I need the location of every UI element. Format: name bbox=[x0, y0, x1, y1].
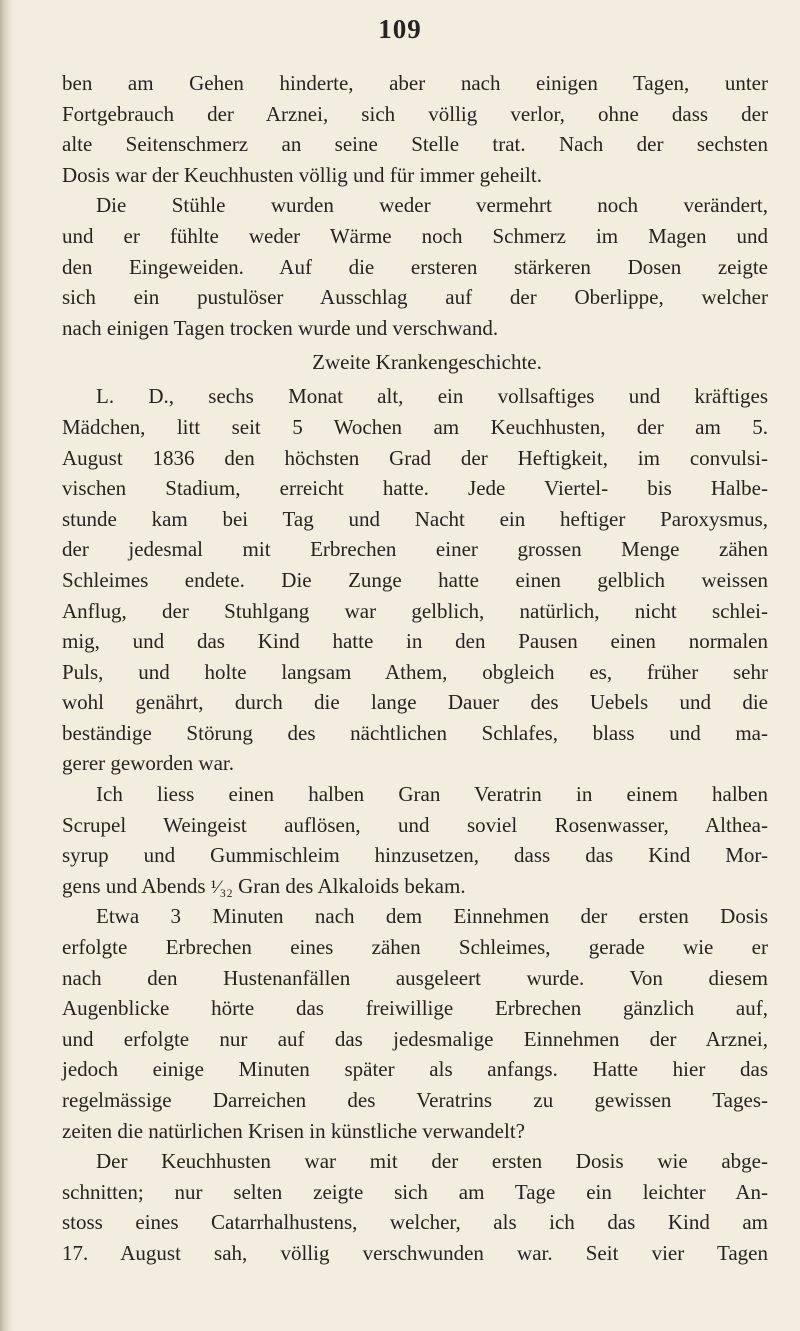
text-line: Schleimes endete. Die Zunge hatte einen gelblich weissen bbox=[62, 567, 768, 592]
page-number: 109 bbox=[378, 14, 422, 44]
dose-fraction: ¹⁄₃₂ bbox=[210, 876, 233, 898]
text-line: und er fühlte weder Wärme noch Schmerz im Magen und bbox=[62, 223, 768, 248]
section-heading: Zweite Krankengeschichte. bbox=[312, 350, 542, 375]
text-line: Augenblicke hörte das freiwillige Erbrechen gänzlich auf, bbox=[62, 996, 768, 1021]
text-line: wohl genährt, durch die lange Dauer des Uebels und die bbox=[62, 690, 768, 715]
text-line: mig, und das Kind hatte in den Pausen einen normalen bbox=[62, 629, 768, 654]
text-line: ben am Gehen hinderte, aber nach einigen Tagen, unter bbox=[62, 71, 768, 95]
text-line: sich ein pustulöser Ausschlag auf der Oberlippe, welcher bbox=[62, 285, 768, 310]
text-line: Etwa 3 Minuten nach dem Einnehmen der ersten Dosis bbox=[96, 904, 768, 929]
text-line: der jedesmal mit Erbrechen einer grossen Menge zähen bbox=[62, 537, 768, 562]
dose-text-before: gens und Abends bbox=[62, 873, 211, 898]
text-line: L. D., sechs Monat alt, ein vollsaftiges und kräftiges bbox=[96, 384, 768, 409]
text-line: Die Stühle wurden weder vermehrt noch verändert, bbox=[96, 193, 768, 218]
text-line: erfolgte Erbrechen eines zähen Schleimes, gerade wie er bbox=[62, 935, 768, 960]
dose-line bbox=[62, 871, 768, 902]
text-line: stunde kam bei Tag und Nacht ein heftiger Paroxysmus, bbox=[62, 506, 768, 531]
text-line: Der Keuchhusten war mit der ersten Dosis wie abge- bbox=[96, 1149, 768, 1174]
text-line: Puls, und holte langsam Athem, obgleich es, früher sehr bbox=[62, 659, 768, 684]
text-line: Scrupel Weingeist auflösen, und soviel Rosenwasser, Althea- bbox=[62, 812, 768, 837]
text-line: und erfolgte nur auf das jedesmalige Einnehmen der Arznei, bbox=[62, 1026, 768, 1051]
text-line: Ich liess einen halben Gran Veratrin in einem halben bbox=[96, 782, 768, 807]
text-line: beständige Störung des nächtlichen Schlafes, blass und ma- bbox=[62, 720, 768, 745]
dose-text-after: Gran des Alkaloids bekam. bbox=[232, 873, 466, 898]
text-line: Mädchen, litt seit 5 Wochen am Keuchhusten, der am 5. bbox=[62, 414, 768, 439]
text-line: alte Seitenschmerz an seine Stelle trat. Nach der sechsten bbox=[62, 132, 768, 157]
text-line: vischen Stadium, erreicht hatte. Jede Viertel- bis Halbe- bbox=[62, 476, 768, 501]
page-edge bbox=[0, 0, 14, 1331]
text-block bbox=[62, 68, 768, 1269]
text-line: den Eingeweiden. Auf die ersteren stärkeren Dosen zeigte bbox=[62, 254, 768, 279]
text-line: nach einigen Tagen trocken wurde und verschwand. bbox=[62, 315, 499, 340]
text-line: jedoch einige Minuten später als anfangs. Hatte hier das bbox=[62, 1057, 768, 1082]
text-line: Fortgebrauch der Arznei, sich völlig verlor, ohne dass der bbox=[62, 101, 768, 126]
text-line: zeiten die natürlichen Krisen in künstliche verwandelt? bbox=[62, 1118, 525, 1143]
text-line: 17. August sah, völlig verschwunden war. Seit vier Tagen bbox=[62, 1240, 768, 1265]
text-line: stoss eines Catarrhalhustens, welcher, als ich das Kind am bbox=[62, 1210, 768, 1235]
text-line: nach den Hustenanfällen ausgeleert wurde. Von diesem bbox=[62, 965, 768, 990]
text-line: gerer geworden war. bbox=[62, 751, 234, 776]
text-line: schnitten; nur selten zeigte sich am Tage ein leichter An- bbox=[62, 1179, 768, 1204]
text-line: regelmässige Darreichen des Veratrins zu gewissen Tages- bbox=[62, 1088, 768, 1112]
text-line: Dosis war der Keuchhusten völlig und für immer geheilt. bbox=[62, 162, 542, 187]
text-line: syrup und Gummischleim hinzusetzen, dass das Kind Mor- bbox=[62, 843, 768, 868]
text-line: Anflug, der Stuhlgang war gelblich, natürlich, nicht schlei- bbox=[62, 598, 768, 623]
text-line: August 1836 den höchsten Grad der Heftigkeit, im convulsi- bbox=[62, 445, 768, 470]
